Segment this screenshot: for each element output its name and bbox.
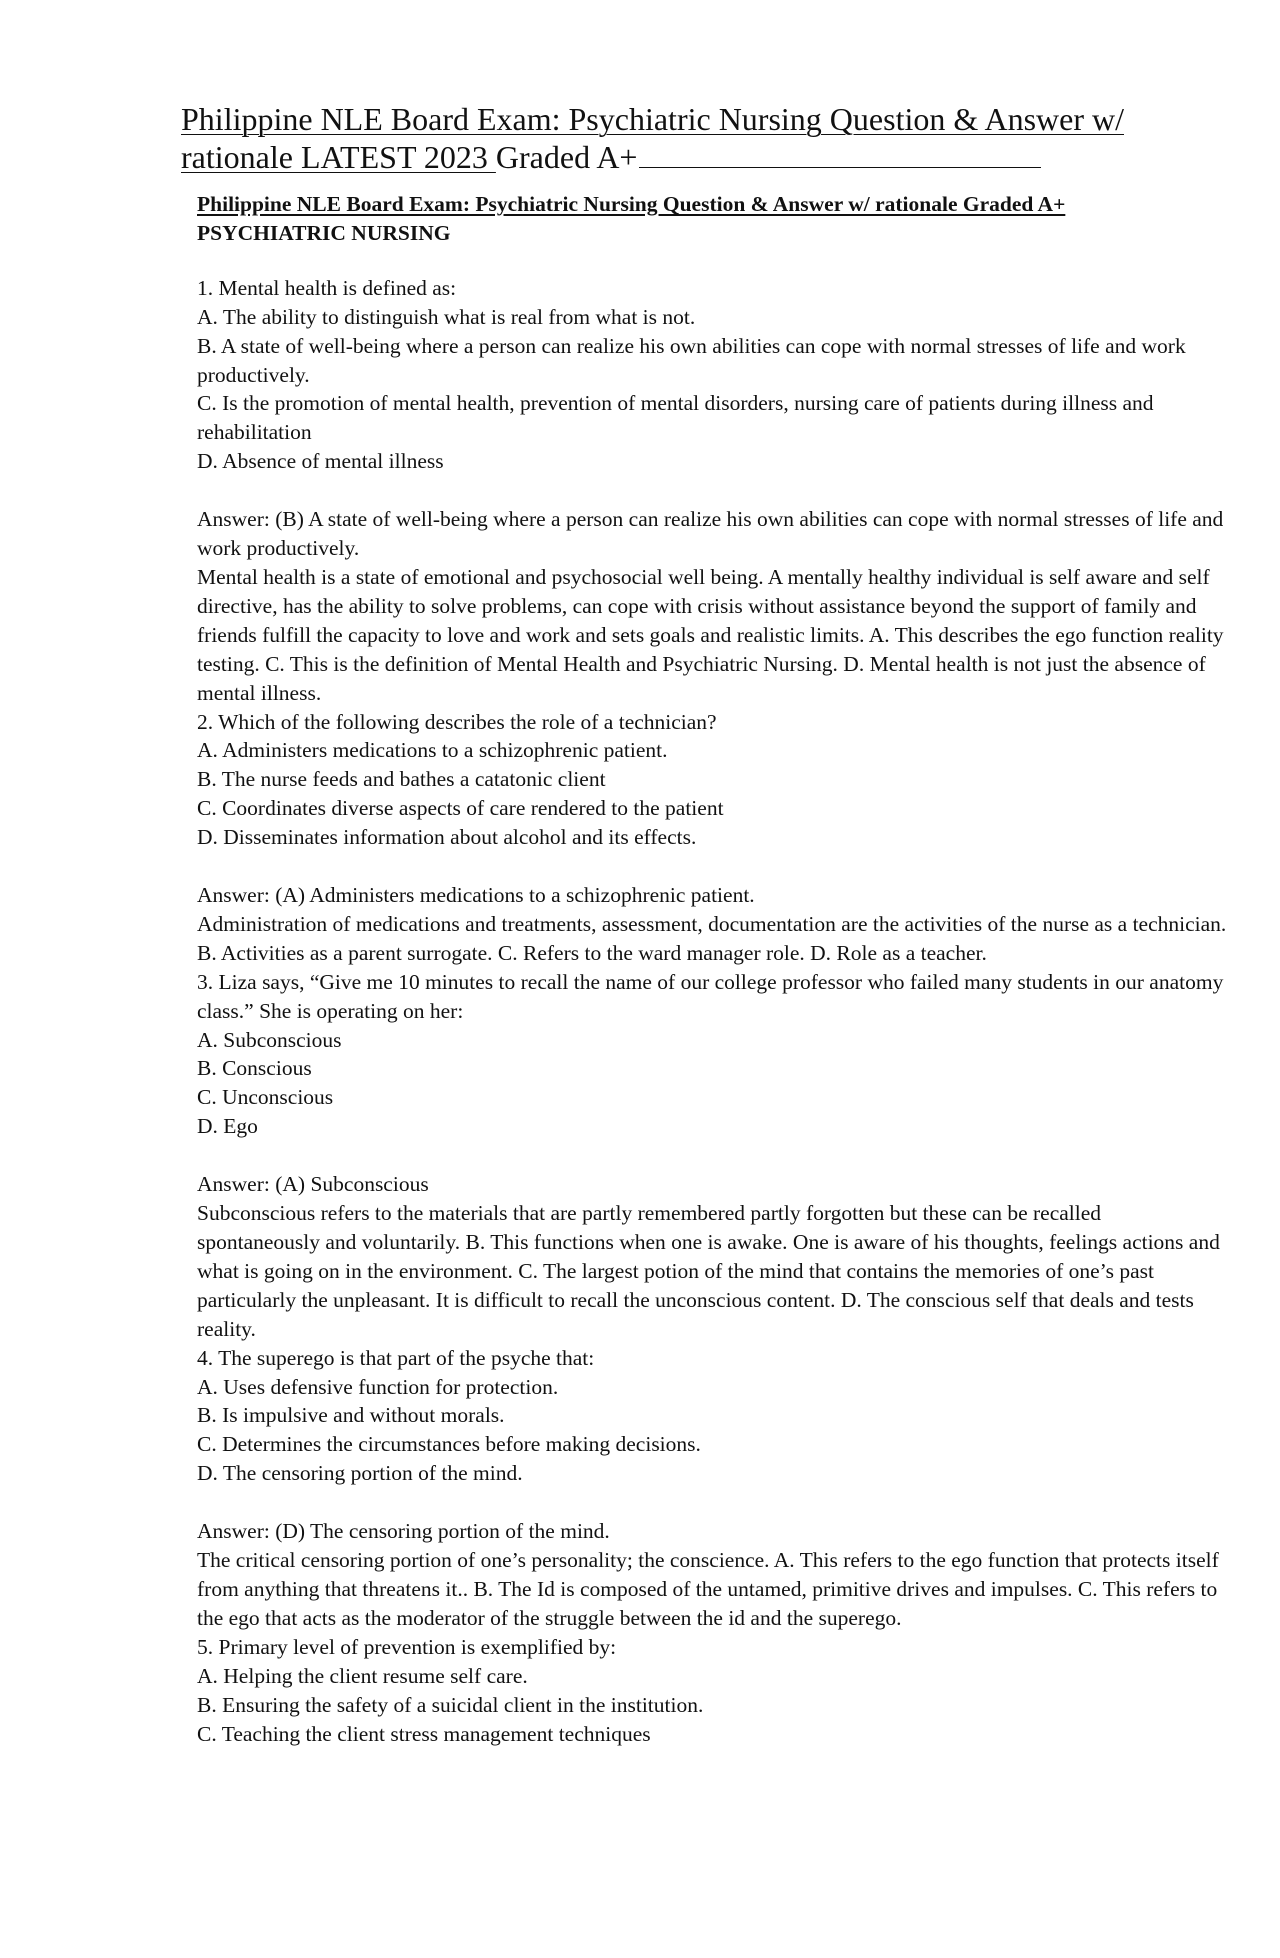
spacer — [197, 248, 1227, 274]
correct-answer: Answer: (A) Administers medications to a schizophrenic patient. — [197, 883, 755, 908]
answer-option: D. Absence of mental illness — [197, 449, 444, 474]
question-stem: 5. Primary level of prevention is exemplified by: — [197, 1634, 617, 1659]
title-line-2-suffix: Graded A+ — [495, 139, 638, 175]
rationale: Mental health is a state of emotional and psychosocial well being. A mentally healthy individual is self aware and self directive, has the ability to solve problems, can cope with crisis without assistance beyond the support of family and friends fulfill the capacity to love and work and sets goals and realistic limits. A. This describes the ego function reality testing. C. This is the definition of Mental Health and Psychiatric Nursing. D. Mental health is not just the absence of mental illness. — [197, 564, 1224, 705]
answer-option: A. The ability to distinguish what is real from what is not. — [197, 304, 696, 329]
spacer — [197, 1488, 1227, 1517]
question-5 — [197, 1633, 1227, 1749]
answer-option: B. Ensuring the safety of a suicidal client in the institution. — [197, 1692, 704, 1717]
answer-option: A. Administers medications to a schizophrenic patient. — [197, 738, 668, 763]
answer-option: D. Disseminates information about alcohol and its effects. — [197, 825, 697, 850]
answer-option: C. Unconscious — [197, 1085, 334, 1110]
answer-option: B. Conscious — [197, 1056, 312, 1081]
answer-option: B. A state of well-being where a person can realize his own abilities can cope with normal stresses of life and work productively. — [197, 333, 1186, 387]
rationale: Subconscious refers to the materials that are partly remembered partly forgotten but these can be recalled spontaneously and voluntarily. B. This functions when one is awake. One is aware of his thoughts, feelings actions and what is going on in the environment. C. The largest potion of the mind that contains the memories of one’s past particularly the unpleasant. It is difficult to recall the unconscious content. D. The conscious self that deals and tests reality. — [197, 1201, 1220, 1341]
correct-answer: Answer: (D) The censoring portion of the mind. — [197, 1519, 610, 1544]
question-4 — [197, 1344, 1227, 1633]
document-body — [197, 190, 1227, 1748]
correct-answer: Answer: (A) Subconscious — [197, 1172, 429, 1197]
correct-answer: Answer: (B) A state of well-being where a person can realize his own abilities can cope with normal stresses of life and work productively. — [197, 507, 1224, 561]
answer-option: B. Is impulsive and without morals. — [197, 1403, 505, 1428]
question-1 — [197, 274, 1227, 708]
answer-option: C. Is the promotion of mental health, prevention of mental disorders, nursing care of patients during illness and rehabilitation — [197, 391, 1154, 445]
title-line-1: Philippine NLE Board Exam: Psychiatric Nursing Question & Answer w/ — [181, 101, 1124, 137]
spacer — [197, 852, 1227, 881]
title-underline-rule — [639, 166, 1041, 168]
answer-option: C. Teaching the client stress management techniques — [197, 1721, 651, 1746]
document-title — [181, 100, 1181, 176]
answer-option: C. Coordinates diverse aspects of care rendered to the patient — [197, 796, 724, 821]
answer-option: D. Ego — [197, 1114, 258, 1139]
answer-option: A. Subconscious — [197, 1027, 342, 1052]
document-subtitle: Philippine NLE Board Exam: Psychiatric Nursing Question & Answer w/ rationale Graded A+ — [197, 192, 1066, 216]
spacer — [197, 476, 1227, 505]
question-2 — [197, 708, 1227, 968]
answer-option: B. The nurse feeds and bathes a catatonic client — [197, 767, 606, 792]
answer-option: D. The censoring portion of the mind. — [197, 1461, 523, 1486]
answer-option: C. Determines the circumstances before making decisions. — [197, 1432, 701, 1457]
section-heading: PSYCHIATRIC NURSING — [197, 220, 451, 245]
title-line-2: rationale LATEST 2023 — [181, 139, 496, 175]
question-stem: 2. Which of the following describes the role of a technician? — [197, 709, 717, 734]
question-stem: 1. Mental health is defined as: — [197, 275, 457, 300]
answer-option: A. Uses defensive function for protection. — [197, 1374, 559, 1399]
question-3 — [197, 968, 1227, 1344]
rationale: Administration of medications and treatments, assessment, documentation are the activities of the nurse as a technician. B. Activities as a parent surrogate. C. Refers to the ward manager role. D. Role as a teacher. — [197, 911, 1227, 965]
question-stem: 3. Liza says, “Give me 10 minutes to recall the name of our college professor who failed many students in our anatomy class.” She is operating on her: — [197, 969, 1224, 1023]
question-stem: 4. The superego is that part of the psyche that: — [197, 1345, 595, 1370]
spacer — [197, 1141, 1227, 1170]
rationale: The critical censoring portion of one’s personality; the conscience. A. This refers to the ego function that protects itself from anything that threatens it.. B. The Id is composed of the untamed, primitive drives and impulses. C. This refers to the ego that acts as the moderator of the struggle between the id and the superego. — [197, 1548, 1219, 1630]
answer-option: A. Helping the client resume self care. — [197, 1663, 528, 1688]
